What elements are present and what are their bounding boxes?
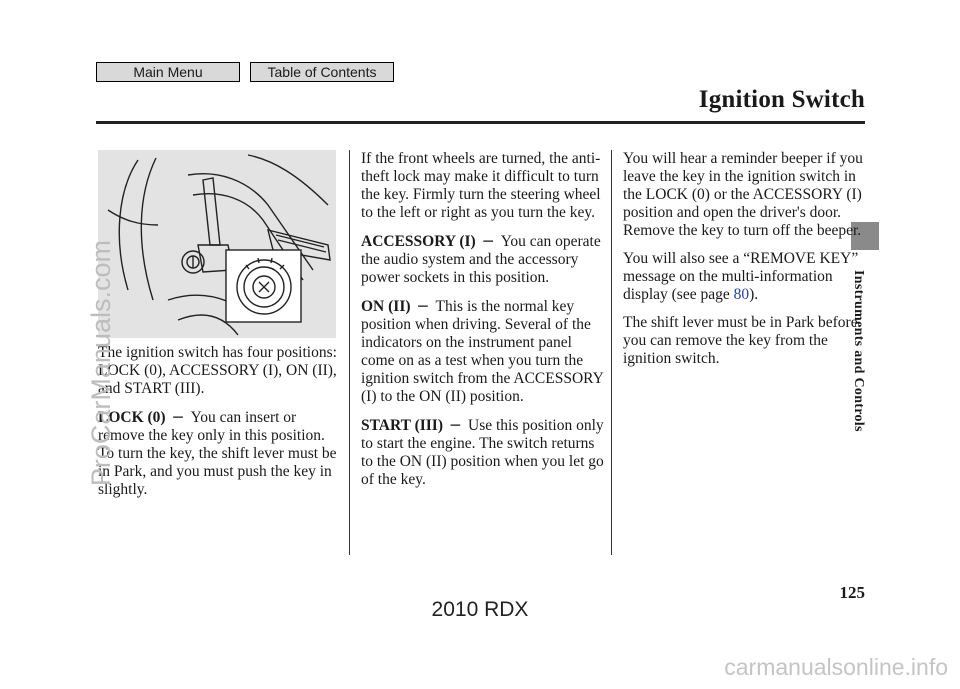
accessory-term: ACCESSORY (I) [361, 233, 476, 250]
header-divider [96, 121, 865, 124]
on-text: This is the normal key position when driving. Several of the indicators on the instrument panel come on as a test when you turn the ignition switch from the ACCESSORY (I) to the ON (II) position. [361, 298, 604, 405]
page-80-link[interactable]: 80 [733, 286, 750, 303]
on-term: ON (II) [361, 298, 411, 315]
page-number: 125 [839, 583, 865, 602]
remove-key-paragraph [623, 250, 866, 304]
lock-text: You can insert or remove the key only in this position. To turn the key, the shift lever must be in Park, and you must push the key in slightly. [98, 409, 337, 498]
remove-key-text-end: ). [749, 286, 759, 303]
ignition-switch-illustration [98, 150, 336, 338]
section-tab-label: Instruments and Controls [851, 270, 866, 432]
text-column-1 [98, 344, 338, 509]
column-divider [349, 150, 350, 555]
remove-key-text: You will also see a “REMOVE KEY” message on the multi-information display (see page [623, 250, 859, 303]
accessory-text: You can operate the audio system and the accessory power sockets in this position. [361, 233, 601, 286]
wheels-paragraph: If the front wheels are turned, the anti-theft lock may make it difficult to turn the key. Firmly turn the steering wheel to the left or right as you turn the key. [361, 150, 601, 221]
model-footer: 2010 RDX [431, 598, 529, 621]
start-text: Use this position only to start the engine. The switch returns to the ON (II) position when you let go of the key. [361, 417, 604, 488]
dash: − [449, 416, 463, 434]
on-paragraph [361, 297, 604, 406]
dash: − [481, 232, 495, 250]
text-column-2 [361, 150, 604, 499]
watermark-bottom: carmanualsonline.info [724, 654, 948, 680]
lock-paragraph [98, 408, 338, 499]
start-term: START (III) [361, 417, 444, 434]
intro-paragraph: The ignition switch has four positions: LOCK (0), ACCESSORY (I), ON (II), and START (III). [98, 344, 337, 397]
dash: − [416, 297, 430, 315]
column-divider [611, 150, 612, 555]
lock-term: LOCK (0) [98, 409, 166, 426]
dash: − [171, 408, 185, 426]
text-column-3 [623, 150, 866, 378]
ignition-switch-drawing [98, 150, 336, 338]
accessory-paragraph [361, 232, 604, 287]
table-of-contents-button[interactable]: Table of Contents [250, 62, 394, 82]
page-title: Ignition Switch [698, 86, 865, 113]
main-menu-button[interactable]: Main Menu [96, 62, 240, 82]
beeper-paragraph: You will hear a reminder beeper if you leave the key in the ignition switch in the LOCK (0) or the ACCESSORY (I) position and open the driver's door. Remove the key to turn off the beeper. [623, 150, 863, 239]
shift-paragraph: The shift lever must be in Park before you can remove the key from the ignition switch. [623, 314, 858, 367]
start-paragraph [361, 416, 604, 489]
watermark-left: ProCarManuals.com [86, 240, 116, 487]
